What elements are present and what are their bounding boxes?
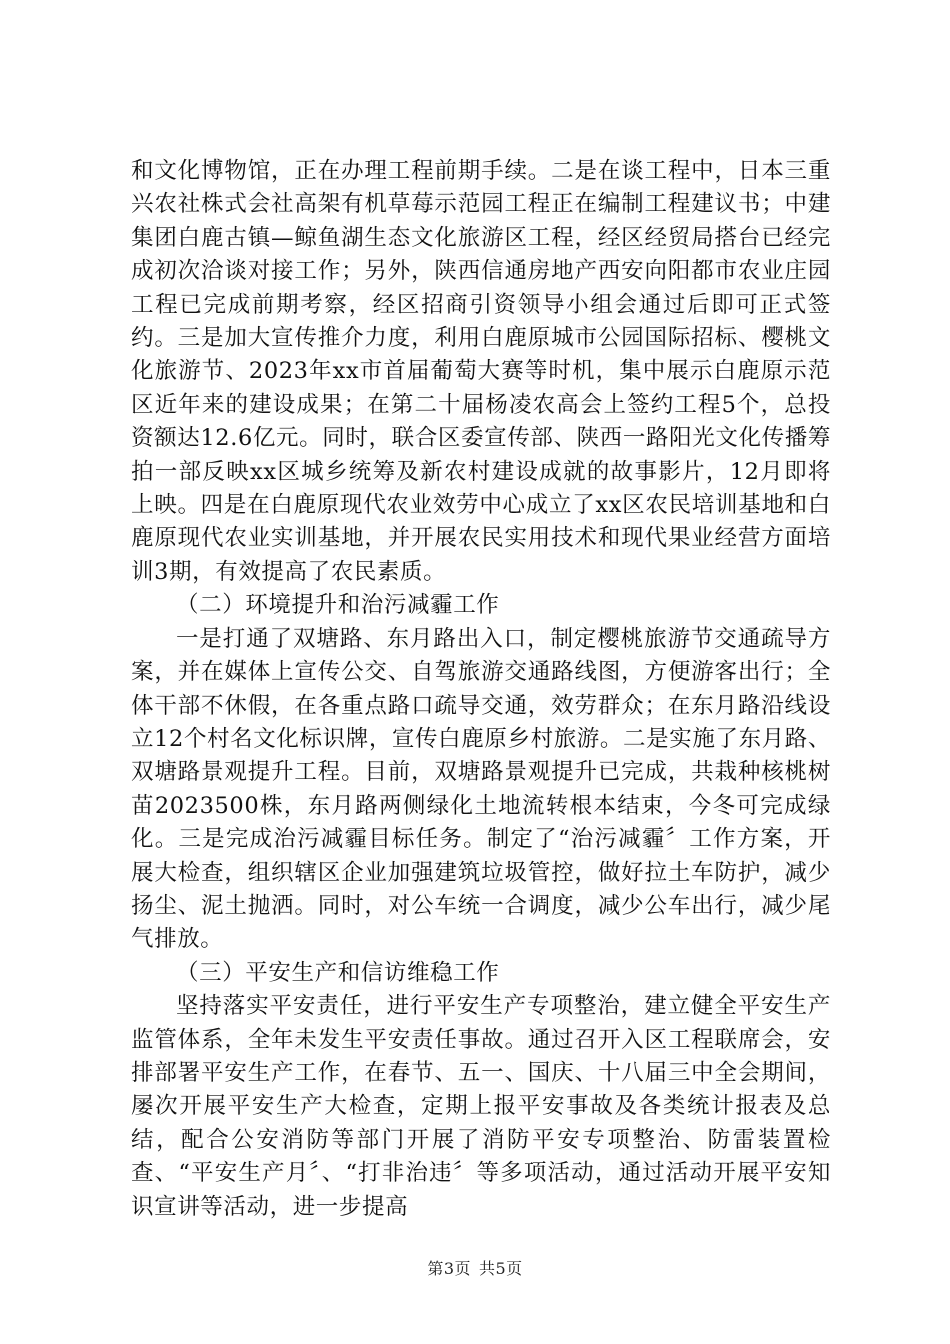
document-body [131, 155, 831, 1224]
paragraph-environment: 一是打通了双塘路、东月路出入口，制定樱桃旅游节交通疏导方案，并在媒体上宣传公交、自驾旅游交通路线图，方便游客出行；全体干部不休假，在各重点路口疏导交通，效劳群众；在东月路沿线设立12个村名文化标识牌，宣传白鹿原乡村旅游。二是实施了东月路、双塘路景观提升工程。目前，双塘路景观提升已完成，共栽种核桃树苗2023500株，东月路两侧绿化土地流转根本结束，今冬可完成绿化。三是完成治污减霾目标任务。制定了“治污减霾〞工作方案，开展大检查，组织辖区企业加强建筑垃圾管控，做好拉土车防护，减少扬尘、泥土抛洒。同时，对公车统一合调度，减少公车出行，减少尾气排放。 [131, 625, 831, 953]
page-footer [0, 1256, 950, 1279]
page-total: 共5页 [479, 1259, 523, 1278]
page-number: 第3页 [427, 1259, 471, 1278]
section-heading-environment: （二）环境提升和治污减霾工作 [176, 592, 500, 619]
paragraph-safety: 坚持落实平安责任，进行平安生产专项整治，建立健全平安生产监管体系，全年未发生平安责任事故。通过召开入区工程联席会，安排部署平安生产工作，在春节、五一、国庆、十八届三中全会期间，屡次开展平安生产大检查，定期上报平安事故及各类统计报表及总结，配合公安消防等部门开展了消防平安专项整治、防雷装置检查、“平安生产月〞、“打非治违〞等多项活动，通过活动开展平安知识宣讲等活动，进一步提高 [131, 993, 831, 1220]
paragraph-continuation: 和文化博物馆，正在办理工程前期手续。二是在谈工程中，日本三重兴农社株式会社高架有机草莓示范园工程正在编制工程建议书；中建集团白鹿古镇—鲸鱼湖生态文化旅游区工程，经区经贸局搭台已经完成初次洽谈对接工作；另外，陕西信通房地产西安向阳都市农业庄园工程已完成前期考察，经区招商引资领导小组会通过后即可正式签约。三是加大宣传推介力度，利用白鹿原城市公园国际招标、樱桃文化旅游节、2023年xx市首届葡萄大赛等时机，集中展示白鹿原示范区近年来的建设成果；在第二十届杨凌农高会上签约工程5个，总投资额达12.6亿元。同时，联合区委宣传部、陕西一路阳光文化传播筹拍一部反映xx区城乡统筹及新农村建设成就的故事影片，12月即将上映。四是在白鹿原现代农业效劳中心成立了xx区农民培训基地和白鹿原现代农业实训基地，并开展农民实用技术和现代果业经营方面培训3期，有效提高了农民素质。 [131, 158, 831, 585]
section-heading-safety: （三）平安生产和信访维稳工作 [176, 959, 500, 986]
